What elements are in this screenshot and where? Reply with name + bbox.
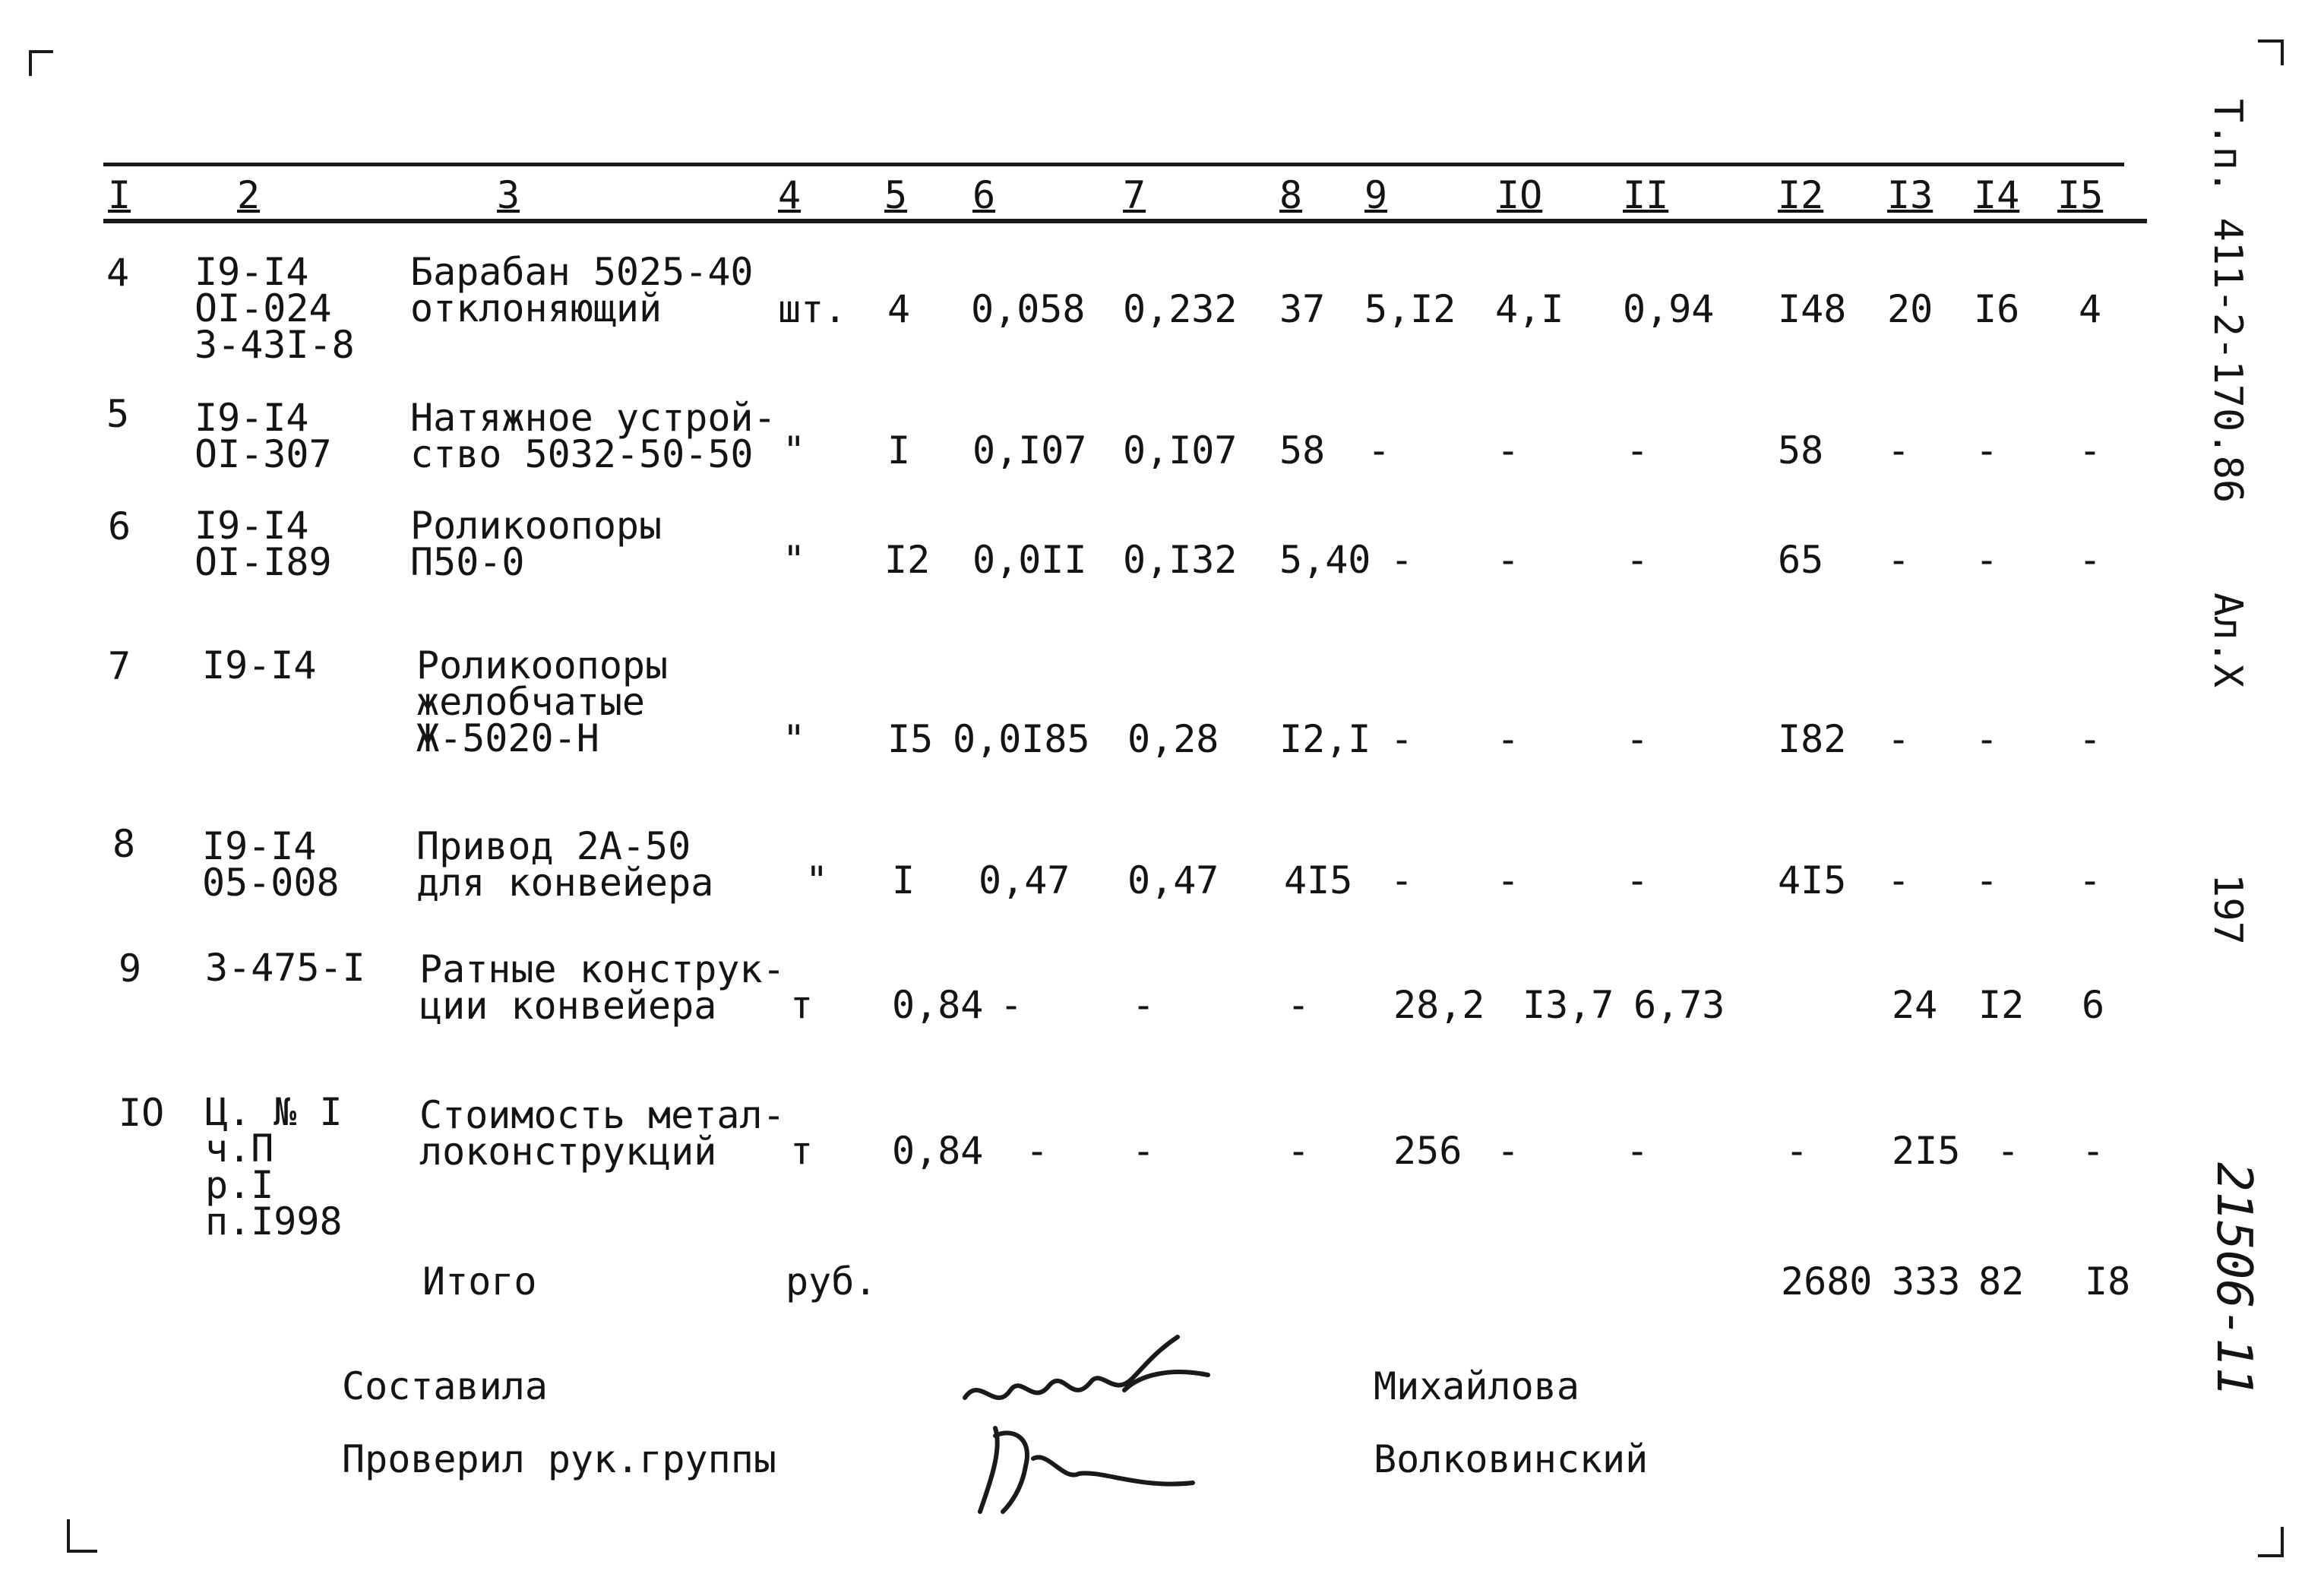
table-header-rule: [103, 219, 2147, 223]
checked-by-name: Волковинский: [1374, 1437, 1649, 1481]
row-number: 9: [119, 947, 142, 991]
cell-col9: 256: [1393, 1129, 1462, 1173]
cell-col7: 0,I32: [1123, 538, 1238, 582]
cell-col9: 28,2: [1393, 983, 1485, 1027]
row-code: Ц. № I ч.П р.I п.I998: [205, 1090, 343, 1244]
row-code: I9-I4 OI-024 3-43I-8: [194, 250, 355, 367]
row-number: 8: [112, 822, 136, 866]
cell-col14: -: [1997, 1129, 2020, 1173]
cell-col10: -: [1497, 717, 1520, 761]
cell-col15: -: [2079, 538, 2102, 582]
row-code: I9-I4 OI-I89: [194, 504, 332, 584]
table-top-rule: [103, 163, 2124, 166]
cell-col15: -: [2082, 1129, 2105, 1173]
cell-col6: -: [1000, 983, 1023, 1027]
row-name: Натяжное устрой- ство 5032-50-50: [410, 396, 776, 476]
cell-col14: -: [1975, 858, 1999, 902]
cell-col8: 37: [1279, 287, 1326, 331]
cell-col14: I2: [1978, 983, 2025, 1027]
cell-col8: 5,40: [1279, 538, 1371, 582]
cell-col14: I6: [1974, 287, 2020, 331]
row-number: IO: [119, 1091, 165, 1135]
cell-col8: I2,I: [1279, 717, 1371, 761]
cell-col7: -: [1132, 1129, 1156, 1173]
cell-col7: -: [1132, 983, 1156, 1027]
row-unit: т: [790, 983, 814, 1027]
column-header: 3: [497, 173, 520, 217]
cell-col5: I: [892, 858, 915, 902]
column-header: 2: [237, 173, 261, 217]
cell-col13: 20: [1887, 287, 1934, 331]
row-unit: ": [805, 858, 829, 902]
row-number: 5: [106, 392, 130, 436]
cell-col8: 4I5: [1284, 858, 1353, 902]
cell-col6: 0,0II: [972, 538, 1087, 582]
cell-col9: 5,I2: [1364, 287, 1456, 331]
cell-col11: 6,73: [1633, 983, 1725, 1027]
column-header: 6: [972, 173, 996, 217]
cell-col10: 4,I: [1495, 287, 1564, 331]
corner-mark-bottom-right: [2258, 1527, 2284, 1557]
corner-mark-top-right: [2258, 40, 2284, 65]
row-unit: ": [783, 538, 806, 582]
cell-col7: 0,47: [1127, 858, 1219, 902]
cell-col5: I: [887, 428, 911, 472]
cell-col11: -: [1626, 1129, 1649, 1173]
column-header: IO: [1497, 173, 1543, 217]
column-header: 9: [1364, 173, 1388, 217]
corner-mark-bottom-left: [67, 1519, 97, 1553]
total-col12: 2680: [1781, 1259, 1873, 1304]
column-header: I: [108, 173, 131, 217]
cell-col6: 0,058: [971, 287, 1086, 331]
cell-col11: -: [1626, 858, 1649, 902]
cell-col12: 4I5: [1778, 858, 1847, 902]
cell-col7: 0,28: [1127, 717, 1219, 761]
cell-col8: 58: [1279, 428, 1326, 472]
column-header: 5: [884, 173, 908, 217]
cell-col5: 0,84: [892, 983, 984, 1027]
cell-col12: 58: [1778, 428, 1824, 472]
row-number: 4: [106, 251, 130, 295]
total-col15: I8: [2085, 1259, 2131, 1304]
row-unit: шт.: [778, 287, 847, 331]
row-name: Роликоопоры желобчатые Ж-5020-Н: [416, 643, 669, 760]
cell-col6: 0,I07: [972, 428, 1087, 472]
cell-col15: -: [2079, 858, 2102, 902]
row-code: 3-475-I: [205, 946, 365, 990]
total-col14: 82: [1978, 1259, 2025, 1304]
cell-col13: -: [1887, 428, 1911, 472]
row-code: I9-I4 05-008: [202, 824, 340, 905]
cell-col13: -: [1887, 717, 1911, 761]
cell-col11: -: [1626, 717, 1649, 761]
compiled-by-label: Составила: [342, 1364, 548, 1408]
cell-col13: 2I5: [1892, 1129, 1961, 1173]
signature-image: [950, 1322, 1223, 1519]
column-header: I5: [2057, 173, 2104, 217]
checked-by-label: Проверил рук.группы: [342, 1437, 776, 1481]
row-code: I9-I4: [202, 643, 317, 687]
row-name: Привод 2А-50 для конвейера: [416, 824, 714, 905]
column-header: 4: [778, 173, 802, 217]
corner-mark-top-left: [29, 50, 53, 76]
row-number: 6: [108, 504, 131, 548]
cell-col11: -: [1626, 428, 1649, 472]
compiled-by-name: Михайлова: [1374, 1364, 1579, 1408]
cell-col5: 4: [887, 287, 911, 331]
cell-col6: -: [1026, 1129, 1049, 1173]
cell-col15: 6: [2082, 983, 2105, 1027]
cell-col14: -: [1975, 538, 1999, 582]
cell-col14: -: [1975, 717, 1999, 761]
cell-col10: I3,7: [1522, 983, 1614, 1027]
cell-col13: -: [1887, 538, 1911, 582]
column-header: II: [1623, 173, 1669, 217]
cell-col9: -: [1390, 717, 1414, 761]
cell-col9: -: [1390, 858, 1414, 902]
column-header: 7: [1123, 173, 1146, 217]
margin-album-number: Ал.X: [2205, 593, 2250, 688]
cell-col11: 0,94: [1623, 287, 1715, 331]
row-name: Барабан 5025-40 отклоняющий: [410, 250, 754, 330]
cell-col6: 0,47: [979, 858, 1070, 902]
total-col13: 333: [1892, 1259, 1961, 1304]
cell-col8: -: [1287, 983, 1311, 1027]
column-header: 8: [1279, 173, 1303, 217]
row-number: 7: [108, 644, 131, 688]
cell-col15: -: [2079, 428, 2102, 472]
cell-col10: -: [1497, 428, 1520, 472]
row-code: I9-I4 OI-307: [194, 396, 332, 476]
margin-page-number: 197: [2205, 874, 2250, 945]
cell-col14: -: [1975, 428, 1999, 472]
row-name: Роликоопоры П50-0: [410, 504, 662, 584]
cell-col5: I5: [887, 717, 934, 761]
cell-col15: 4: [2079, 287, 2102, 331]
cell-col8: -: [1287, 1129, 1311, 1173]
cell-col11: -: [1626, 538, 1649, 582]
cell-col5: I2: [884, 538, 931, 582]
total-label: Итого: [422, 1259, 537, 1304]
margin-inventory-number: 21506-11: [2205, 1162, 2262, 1397]
column-header: I2: [1778, 173, 1824, 217]
row-unit: ": [783, 717, 806, 761]
cell-col10: -: [1497, 1129, 1520, 1173]
cell-col9: -: [1390, 538, 1414, 582]
cell-col9: -: [1368, 428, 1391, 472]
cell-col10: -: [1497, 858, 1520, 902]
cell-col12: I48: [1778, 287, 1847, 331]
cell-col12: -: [1785, 1129, 1809, 1173]
cell-col5: 0,84: [892, 1129, 984, 1173]
total-unit: руб.: [786, 1259, 877, 1304]
row-name: Стоимость метал- локонструкций: [419, 1093, 786, 1174]
row-unit: т: [790, 1129, 814, 1173]
cell-col6: 0,0I85: [953, 717, 1090, 761]
row-unit: ": [783, 428, 806, 472]
row-name: Ратные конструк- ции конвейера: [419, 947, 786, 1028]
cell-col10: -: [1497, 538, 1520, 582]
cell-col13: 24: [1892, 983, 1938, 1027]
cell-col12: I82: [1778, 717, 1847, 761]
cell-col13: -: [1887, 858, 1911, 902]
cell-col12: 65: [1778, 538, 1824, 582]
cell-col7: 0,232: [1123, 287, 1238, 331]
margin-document-code: Т.п. 411-2-170.86: [2205, 99, 2250, 504]
cell-col7: 0,I07: [1123, 428, 1238, 472]
column-header: I4: [1974, 173, 2020, 217]
column-header: I3: [1887, 173, 1934, 217]
cell-col15: -: [2079, 717, 2102, 761]
